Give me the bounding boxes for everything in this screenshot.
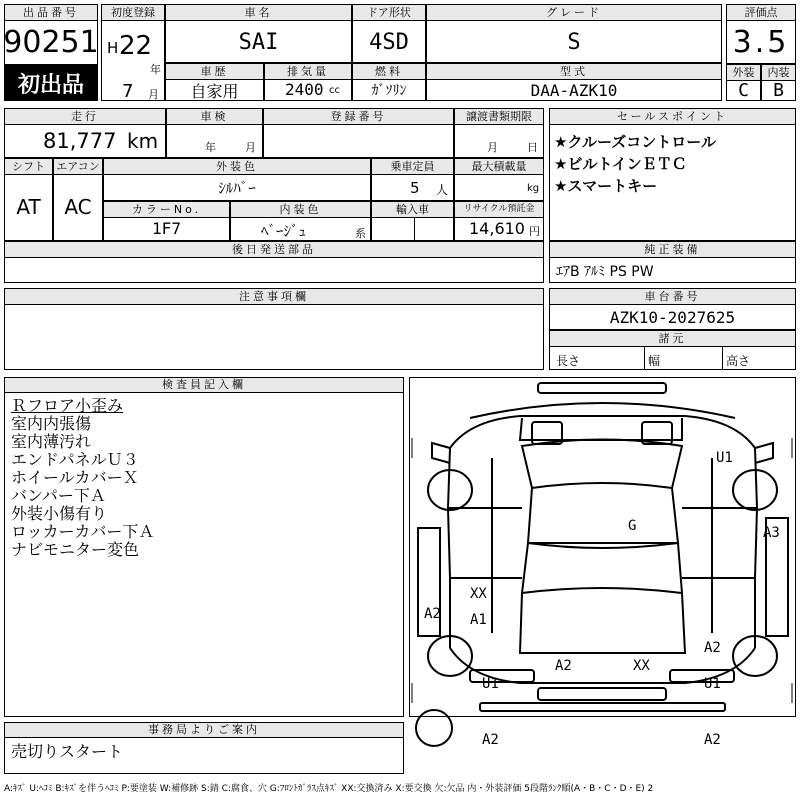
max-load-cell	[454, 158, 544, 201]
interior-color: ﾍﾞｰｼﾞｭ	[261, 222, 307, 240]
model-code: DAA-AZK10	[530, 80, 618, 100]
color-no: 1F7	[152, 219, 181, 238]
import-car-label: 輸入車	[372, 202, 453, 218]
score: 3.5	[732, 24, 790, 60]
grade-label: グレード	[427, 5, 721, 21]
exterior-grade-cell	[726, 64, 761, 101]
legend: A:ｷｽﾞ U:ﾍｺﾐ B:ｷｽﾞを伴うﾍｺﾐ P:要塗装 W:補修跡 S:錆 C:腐食、穴 G:ﾌﾛﾝﾄｶﾞﾗｽ点ｷｽﾞ XX:交換済み X:要交換 欠:欠品 内・外装評価 5段階ﾗﾝｸ順(A・B・C・D・E) 2	[4, 784, 654, 794]
recycle-label: リサイクル預託金	[455, 202, 543, 218]
damage-mark: XX	[633, 658, 650, 674]
damage-mark: U1	[704, 676, 721, 692]
capacity-unit: 人	[436, 183, 449, 197]
notes-label: 注意事項欄	[5, 289, 543, 305]
history-label: 車歴	[166, 64, 263, 80]
notes-cell	[4, 288, 544, 370]
history: 自家用	[190, 81, 239, 101]
lot-number: 90251	[3, 24, 99, 60]
inspection-month-unit: 月	[245, 141, 256, 154]
grade: S	[567, 29, 581, 55]
sales-point: ★スマートキー	[554, 177, 658, 195]
import-divider	[414, 217, 415, 241]
dimensions-cell	[549, 330, 796, 370]
transfer-month-unit: 月	[487, 141, 498, 154]
length-label: 長さ	[556, 354, 581, 368]
first-listing-badge: 初出品	[4, 65, 98, 101]
first-registration-cell	[101, 4, 165, 101]
month-unit: 月	[148, 88, 159, 101]
ac: AC	[64, 195, 92, 219]
inspector-note: Ｒフロア小歪み	[11, 396, 124, 415]
mileage-unit: km	[127, 129, 159, 153]
shift: AT	[16, 195, 41, 219]
later-parts-cell	[4, 241, 544, 283]
interior-grade-cell	[761, 64, 796, 101]
inspection-label: 車検	[167, 109, 262, 125]
score-label: 評価点	[727, 5, 795, 21]
year-unit: 年	[150, 63, 161, 76]
transfer-day-unit: 日	[527, 141, 538, 154]
inspector-note: バンパー下Ａ	[11, 486, 106, 505]
import-car-cell	[371, 201, 454, 241]
office-notice-box	[4, 722, 404, 774]
interior-color-label: 内装色	[231, 202, 370, 218]
reg-year: 22	[119, 31, 153, 61]
later-parts-label: 後日発送部品	[5, 242, 543, 258]
max-load-label: 最大積載量	[455, 159, 543, 175]
car-outline	[410, 378, 795, 716]
inspector-notes-label: 検査員記入欄	[5, 378, 403, 393]
inspector-note: 室内内張傷	[11, 414, 92, 433]
era: H	[107, 39, 119, 57]
inspection-year-unit: 年	[205, 141, 216, 154]
interior-color-cell	[230, 201, 371, 241]
lot-number-cell	[4, 4, 98, 65]
grade-cell	[426, 4, 722, 63]
office-notice-label: 事務局よりご案内	[5, 723, 403, 738]
color-no-cell	[103, 201, 230, 241]
door-type: 4SD	[369, 29, 409, 55]
exterior-color-label: 外装色	[104, 159, 370, 175]
office-notice-text: 売切りスタート	[11, 742, 124, 761]
ac-cell	[53, 158, 103, 241]
damage-mark: A2	[555, 658, 572, 674]
sales-point: ★ビルトインＥＴＣ	[554, 155, 687, 173]
lot-number-label: 出品番号	[5, 5, 97, 21]
inspector-note: ナビモニター変色	[11, 540, 140, 559]
car-name: SAI	[238, 29, 279, 55]
interior-grade-label: 内装	[762, 65, 795, 81]
genuine-equipment: ｴｱB ｱﾙﾐ PS PW	[556, 264, 654, 280]
damage-mark: A2	[424, 606, 441, 622]
shift-label: シフト	[5, 159, 52, 175]
max-load-unit: kg	[527, 183, 540, 194]
capacity-cell	[371, 158, 454, 201]
dimensions-label: 諸元	[550, 331, 795, 347]
chassis-cell	[549, 288, 796, 330]
exterior-color: ｼﾙﾊﾞｰ	[218, 178, 256, 197]
car-condition-diagram	[409, 377, 796, 748]
exterior-color-cell	[103, 158, 371, 201]
inspector-notes-box	[4, 377, 404, 717]
recycle-unit: 円	[529, 225, 540, 238]
exterior-grade-label: 外装	[727, 65, 760, 81]
displacement: 2400	[285, 80, 324, 99]
registration-no-label: 登録番号	[264, 109, 453, 125]
reg-month: 7	[122, 81, 134, 102]
score-cell	[726, 4, 796, 64]
color-no-label: カラーNo.	[104, 202, 229, 218]
height-label: 高さ	[726, 354, 751, 368]
door-label: ドア形状	[353, 5, 425, 21]
recycle-cell	[454, 201, 544, 241]
sales-point: ★クルーズコントロール	[554, 133, 716, 151]
transfer-deadline-cell	[454, 108, 544, 158]
fuel-cell	[352, 63, 426, 101]
damage-mark: A1	[470, 612, 487, 628]
capacity-label: 乗車定員	[372, 159, 453, 175]
damage-mark: G	[628, 518, 637, 534]
displacement-cell	[264, 63, 352, 101]
transfer-deadline-label: 譲渡書類期限	[455, 109, 543, 125]
sales-points-cell	[549, 108, 796, 241]
inspector-note: ホイールカバーＸ	[11, 468, 139, 487]
width-label: 幅	[648, 354, 661, 368]
shift-cell	[4, 158, 53, 241]
displacement-unit: cc	[329, 85, 340, 96]
exterior-grade: C	[738, 79, 749, 101]
fuel: ｶﾞｿﾘﾝ	[371, 83, 407, 99]
model-code-cell	[426, 63, 722, 101]
fuel-label: 燃料	[353, 64, 425, 80]
mileage-label: 走行	[5, 109, 165, 125]
damage-mark: A3	[763, 525, 780, 541]
registration-no-cell	[263, 108, 454, 158]
history-cell	[165, 63, 264, 101]
displacement-label: 排気量	[265, 64, 351, 80]
inspection-cell	[166, 108, 263, 158]
inspector-note: 外装小傷有り	[11, 504, 108, 523]
inspector-note: ロッカーカバー下Ａ	[11, 522, 155, 541]
door-cell	[352, 4, 426, 63]
ac-label: エアコン	[54, 159, 102, 175]
interior-grade: B	[773, 79, 784, 101]
damage-mark: U1	[482, 676, 499, 692]
inspector-notes-list	[5, 393, 403, 561]
model-code-label: 型式	[427, 64, 721, 80]
inspector-note: エンドパネルＵ３	[11, 450, 139, 469]
car-name-cell	[165, 4, 352, 63]
recycle-amount: 14,610	[469, 219, 525, 238]
damage-mark: U1	[716, 450, 733, 466]
damage-mark: A2	[704, 640, 721, 656]
car-name-label: 車名	[166, 5, 351, 21]
mileage-cell	[4, 108, 166, 158]
dims-divider	[722, 346, 723, 370]
dims-divider	[644, 346, 645, 370]
first-registration-label: 初度登録	[102, 5, 164, 21]
interior-color-unit: 系	[355, 227, 366, 240]
damage-mark: XX	[470, 586, 487, 602]
genuine-equipment-cell	[549, 241, 796, 283]
inspector-note: 室内薄汚れ	[11, 432, 92, 451]
chassis-number: AZK10-2027625	[609, 307, 736, 327]
damage-mark: A2	[482, 732, 499, 748]
mileage: 81,777	[43, 129, 117, 153]
damage-mark: A2	[704, 732, 721, 748]
chassis-label: 車台番号	[550, 289, 795, 305]
genuine-equipment-label: 純正装備	[550, 242, 795, 258]
capacity: 5	[410, 179, 420, 197]
sales-points-label: セールスポイント	[550, 109, 795, 125]
